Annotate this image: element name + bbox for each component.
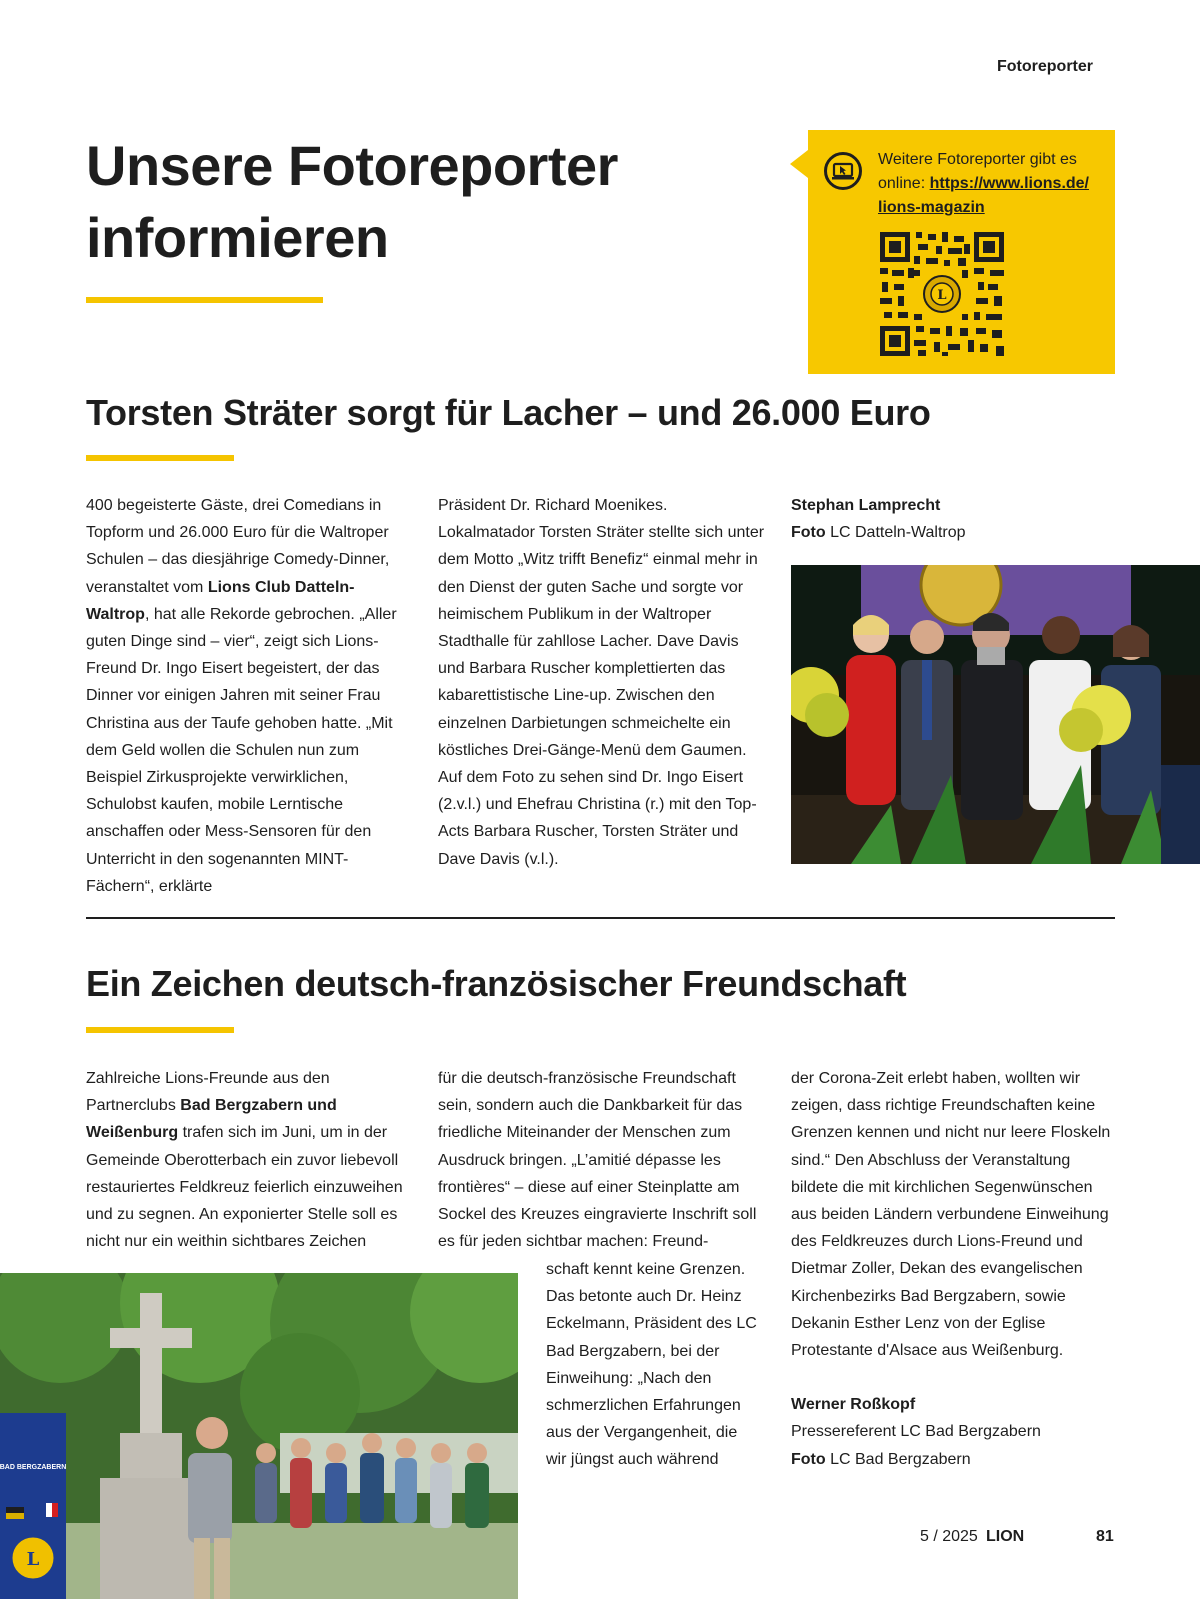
article1-photo-label: Foto [791,524,826,542]
article1-author: Stephan Lamprecht [791,497,941,514]
article2-col1-text-b: trafen sich im Juni, um in der Gemeinde Oberotterbach ein zuvor liebevoll restauriertes Feldkreuz feierlich einzuweihen und zu segnen. An exponierter Stelle soll es nicht nur ein weithin sichtbares Zeichen [86,1124,403,1251]
article2-author: Werner Roßkopf [791,1396,916,1414]
title-underline [86,297,323,303]
article2-col2-text-top: für die deutsch-französische Freundschaft sein, sondern auch die Dankbarkeit für das friedliche Miteinander der Menschen zum Ausdruck bringen. „L’amitié dépasse les frontières“ – diese auf einer Steinplatte am Sockel des Kreuzes eingravierte Inschrift soll es für jeden sichtbar machen: Freund- [438,1070,757,1251]
article2-column-1 [86,1065,414,1255]
section-label: Fotoreporter [997,58,1093,75]
svg-text:L: L [937,288,947,303]
qr-code-icon[interactable] [878,230,1006,358]
article1-headline: Torsten Sträter sorgt für Lacher – und 26.000 Euro [86,392,931,433]
article2-photo [0,1273,518,1599]
footer-issue: 5 / 2025 [920,1528,978,1545]
article1-col1-text-a: 400 begeisterte Gäste, drei Comedians in Topform und 26.000 Euro für die Waltroper Schulen – das diesjährige Comedy-Dinner, veranstaltet vom [86,497,390,596]
article2-photo-label: Foto [791,1450,826,1468]
article1-credits [791,492,1091,546]
article1-photo [791,565,1200,864]
article2-photo-credit: LC Bad Bergzabern [825,1450,971,1468]
article1-club-name: Lions Club Datteln-Waltrop [86,578,355,623]
section-divider [86,917,1115,919]
page-number: 81 [1096,1528,1114,1545]
computer-cursor-icon [824,152,862,190]
article2-col1-text-a: Zahlreiche Lions-Freunde aus den Partnerclubs [86,1070,330,1115]
article2-column-3 [791,1065,1119,1473]
article1-underline [86,455,234,461]
page-title [86,130,726,274]
lions-magazin-link[interactable]: https://www.lions.de/ lions-magazin [878,175,1089,216]
article2-column-2-top [438,1065,766,1255]
banner-text: BAD BERGZABERN [0,1464,67,1471]
article1-photo-credit: LC Datteln-Waltrop [825,524,966,542]
article2-headline: Ein Zeichen deutsch-französischer Freundschaft [86,963,907,1004]
article1-col2-text: Präsident Dr. Richard Moenikes. Lokalmatador Torsten Sträter stellte sich unter dem Motto „Witz trifft Benefiz“ einmal mehr in den Dienst der guten Sache und sorgte vor heimischem Publikum in der Waltroper Stadthalle für zahllose Lacher. Dave Davis und Barbara Ruscher komplettierten das kabarettistische Line-up. Zwischen den einzelnen Darbietungen schmeichelte ein köstliches Drei-Gänge-Menü dem Gaumen. Auf dem Foto zu sehen sind Dr. Ingo Eisert (2.v.l.) und Ehefrau Christina (r.) mit den Top-Acts Barbara Ruscher, Torsten Sträter und Dave Davis (v.l.). [438,497,765,868]
footer-magazine-name: LION [986,1528,1025,1545]
article2-underline [86,1027,234,1033]
article1-column-2 [438,492,766,873]
article1-column-1 [86,492,414,900]
article2-col2-text-bottom: schaft kennt keine Grenzen. Das betonte auch Dr. Heinz Eckelmann, Präsident des LC Bad Bergzabern, bei der Einweihung: „Nach den schmerzlichen Erfahrungen aus der Vergangenheit, die wir jüngst auch während [546,1261,757,1469]
article2-author-role: Pressereferent LC Bad Bergzabern [791,1423,1041,1441]
page-title-line-2: informieren [86,206,389,269]
article2-column-2-bottom [546,1256,761,1474]
info-box-pointer [790,150,808,178]
info-box-text-lead: Weitere Fotoreporter gibt es online: [878,151,1077,192]
page-title-line-1: Unsere Fotoreporter [86,134,618,197]
info-box [808,130,1115,374]
info-box-text [878,148,1108,220]
svg-text:L: L [26,1549,40,1570]
article1-col1-text-b: , hat alle Rekorde gebrochen. „Aller guten Dinge sind – vier“, zeigt sich Lions-Freund Dr. Ingo Eisert begeistert, der das Dinner vor einigen Jahren mit seiner Frau Christina aus der Taufe gehoben hatte. „Mit dem Geld wollen die Schulen nun zum Beispiel Zirkusprojekte verwirklichen, Schulobst kaufen, mobile Lerntische anschaffen oder Mess-Sensoren für den Unterricht in den sogenannten MINT-Fächern“, erklärte [86,605,397,895]
article2-col3-text: der Corona-Zeit erlebt haben, wollten wir zeigen, dass richtige Freundschaften keine Grenzen kennen und nicht nur leere Floskeln sind.“ Den Abschluss der Veranstaltung bildete die mit kirchlichen Segenwünschen aus beiden Ländern verbundene Einweihung des Feldkreuzes durch Lions-Freund und Dietmar Zoller, Dekan des evangelischen Kirchenbezirks Bad Bergzabern, sowie Dekanin Esther Lenz von der Eglise Protestante d'Alsace aus Weißenburg. [791,1070,1111,1360]
article2-clubs-name: Bad Bergzabern und Weißenburg [86,1097,337,1142]
